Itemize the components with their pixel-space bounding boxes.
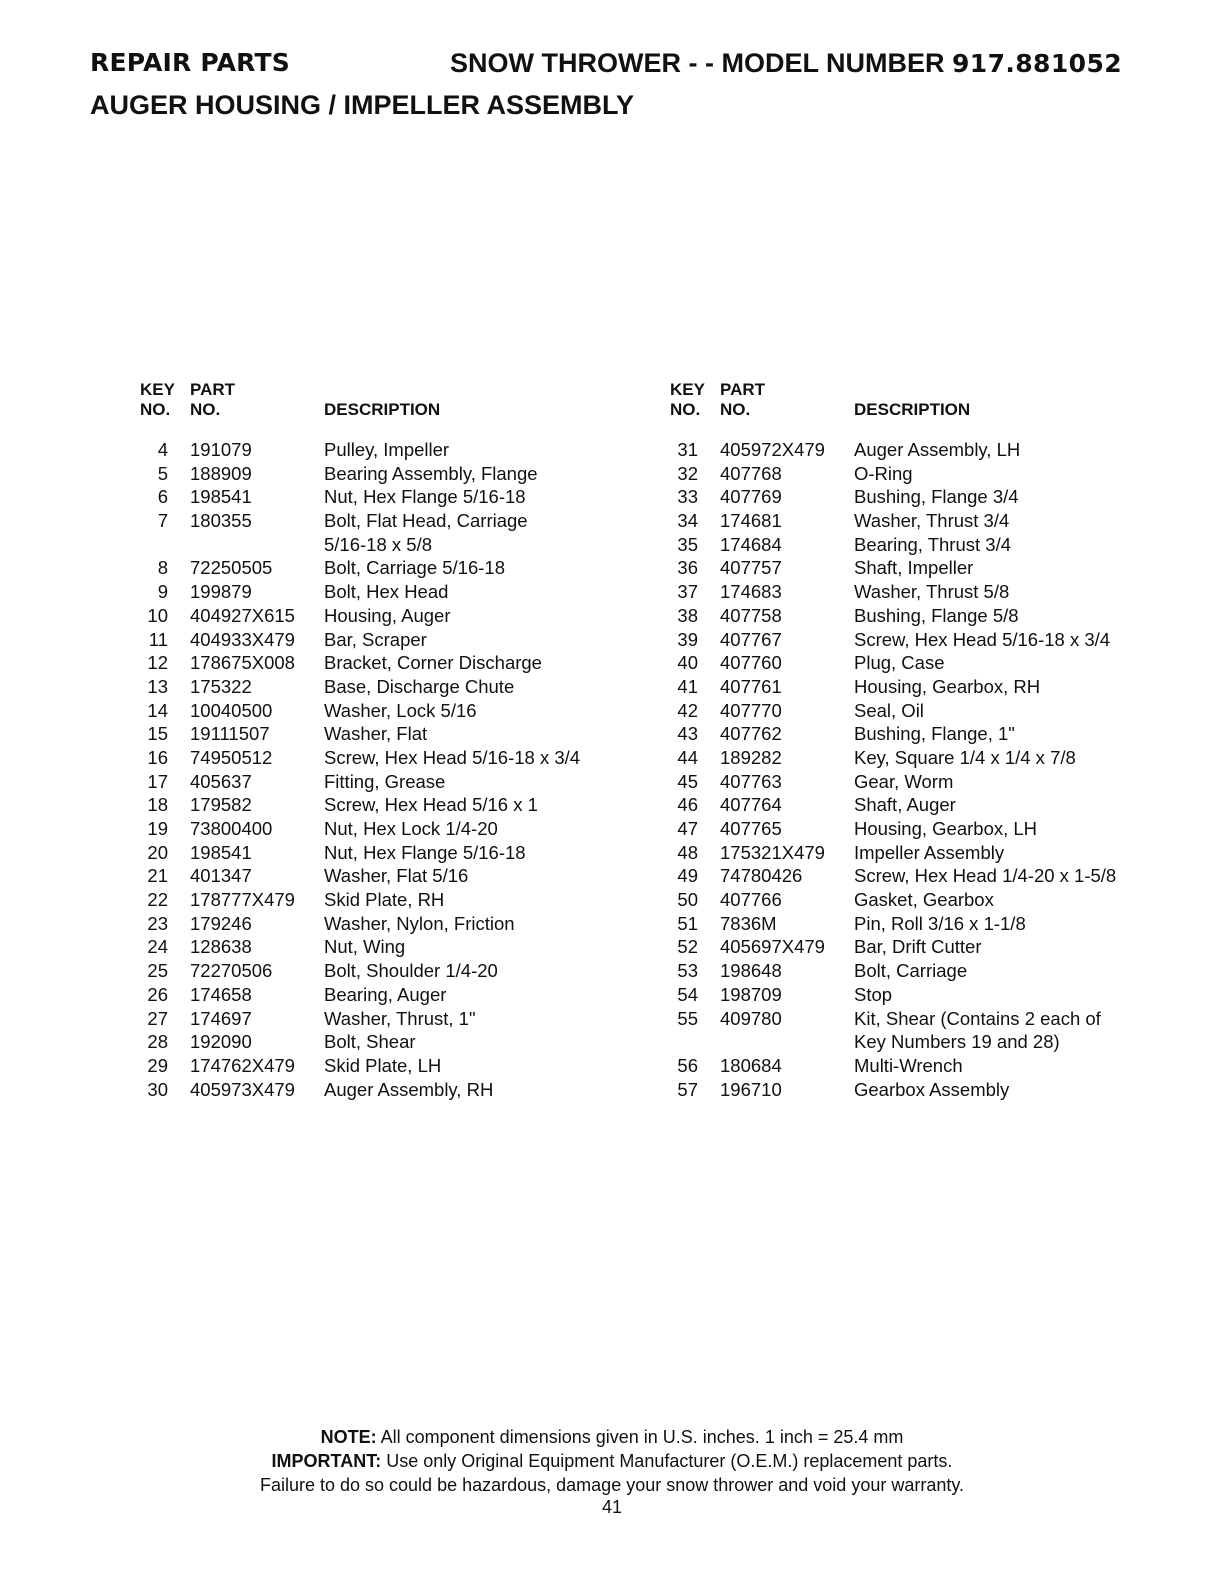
part-description: Impeller Assembly <box>854 841 1005 863</box>
key-number: 37 <box>677 581 698 603</box>
part-number: 178675X008 <box>190 652 295 674</box>
key-number: 43 <box>677 723 698 745</box>
part-description: Key Numbers 19 and 28) <box>854 1031 1060 1053</box>
key-number: 30 <box>147 1078 168 1100</box>
key-number: 6 <box>157 486 168 508</box>
part-description: Stop <box>854 983 893 1005</box>
part-description: Bushing, Flange, 1" <box>854 723 1015 745</box>
part-description: Nut, Hex Lock 1/4-20 <box>324 818 498 839</box>
part-number: 407765 <box>720 818 782 839</box>
part-description: Key, Square 1/4 x 1/4 x 7/8 <box>854 746 1076 768</box>
description-header: DESCRIPTION <box>324 400 441 419</box>
key-number: 45 <box>677 770 698 792</box>
part-number: 74950512 <box>190 746 273 768</box>
part-description: Bolt, Carriage 5/16-18 <box>324 557 505 579</box>
key-number: 41 <box>677 675 698 697</box>
key-number: 48 <box>677 841 698 863</box>
section-title: REPAIR PARTS <box>90 48 290 77</box>
part-description: Washer, Thrust 3/4 <box>854 510 1010 532</box>
part-number: 188909 <box>190 462 252 484</box>
part-number: 407757 <box>720 557 782 579</box>
part-number: 192090 <box>190 1031 252 1053</box>
part-description: Shaft, Impeller <box>854 557 974 579</box>
key-number: 12 <box>147 652 168 674</box>
part-description: Pin, Roll 3/16 x 1-1/8 <box>854 912 1026 934</box>
key-number: 27 <box>147 1007 168 1029</box>
part-number: 128638 <box>190 936 252 958</box>
part-number: 405972X479 <box>720 439 825 460</box>
page-number: 41 <box>601 1497 623 1517</box>
part-description: Washer, Thrust 5/8 <box>854 581 1010 603</box>
part-description: Bearing Assembly, Flange <box>324 462 538 484</box>
key-number: 11 <box>148 628 168 650</box>
key-number: 21 <box>147 865 168 887</box>
part-number: 198541 <box>190 486 252 508</box>
key-number: 18 <box>147 794 168 816</box>
part-description: Washer, Thrust, 1" <box>324 1007 476 1029</box>
part-no-header: PART NO. <box>720 380 766 419</box>
key-number: 56 <box>677 1054 698 1076</box>
part-number: 174762X479 <box>190 1054 295 1076</box>
key-number: 13 <box>147 675 168 697</box>
part-description: 5/16-18 x 5/8 <box>324 533 432 555</box>
key-number: 44 <box>677 746 698 768</box>
part-number: 199879 <box>190 581 252 603</box>
part-description: Housing, Gearbox, RH <box>854 675 1041 697</box>
part-number: 175322 <box>190 675 252 697</box>
model-number: 917.881052 <box>951 49 1123 78</box>
part-number: 407762 <box>720 723 782 745</box>
part-number: 409780 <box>720 1007 782 1029</box>
part-description: Screw, Hex Head 5/16-18 x 3/4 <box>324 746 581 768</box>
part-number: 405973X479 <box>190 1078 295 1100</box>
part-description: Housing, Gearbox, LH <box>854 818 1038 839</box>
part-number: 174684 <box>720 533 782 555</box>
key-number: 34 <box>677 510 698 532</box>
warning-line: Failure to do so could be hazardous, damage your snow thrower and void your warranty. <box>259 1475 965 1495</box>
model-heading <box>450 48 1122 79</box>
key-number: 23 <box>147 912 168 934</box>
key-no-header: KEY NO. <box>670 380 705 419</box>
part-description: Auger Assembly, RH <box>324 1078 494 1100</box>
part-description: Screw, Hex Head 5/16-18 x 3/4 <box>854 628 1111 650</box>
key-number: 26 <box>147 983 168 1005</box>
key-number: 49 <box>677 865 698 887</box>
key-number: 32 <box>677 462 698 484</box>
part-number: 401347 <box>190 865 252 887</box>
part-number: 179246 <box>190 912 252 934</box>
key-number: 36 <box>677 557 698 579</box>
part-number: 72270506 <box>190 960 273 982</box>
key-number: 50 <box>677 889 698 911</box>
key-number: 47 <box>677 818 698 839</box>
key-number: 33 <box>677 486 698 508</box>
key-number: 31 <box>677 439 698 460</box>
part-number: 174697 <box>190 1007 252 1029</box>
part-description: Fitting, Grease <box>324 770 446 792</box>
part-description: Skid Plate, RH <box>324 889 445 911</box>
description-header: DESCRIPTION <box>854 400 971 419</box>
part-description: Bearing, Auger <box>324 983 447 1005</box>
key-number: 4 <box>157 439 168 460</box>
key-number: 10 <box>147 604 168 626</box>
assembly-title: AUGER HOUSING / IMPELLER ASSEMBLY <box>90 90 635 120</box>
key-number: 7 <box>157 510 168 532</box>
part-description: Kit, Shear (Contains 2 each of <box>854 1007 1101 1029</box>
part-number: 72250505 <box>190 557 273 579</box>
key-number: 57 <box>677 1078 698 1100</box>
part-description: Bolt, Flat Head, Carriage <box>324 510 528 532</box>
part-number: 73800400 <box>190 818 273 839</box>
part-description: Nut, Hex Flange 5/16-18 <box>324 841 526 863</box>
key-number: 25 <box>147 960 168 982</box>
part-description: Gear, Worm <box>854 770 954 792</box>
key-number: 54 <box>677 983 698 1005</box>
part-number: 405637 <box>190 770 252 792</box>
key-number: 39 <box>677 628 698 650</box>
part-number: 178777X479 <box>190 889 295 911</box>
part-description: Washer, Flat 5/16 <box>324 865 469 887</box>
part-description: Bushing, Flange 5/8 <box>854 604 1019 626</box>
product-prefix: SNOW THROWER - - MODEL NUMBER <box>450 48 945 78</box>
part-description: Bearing, Thrust 3/4 <box>854 533 1011 555</box>
part-description: Washer, Lock 5/16 <box>324 699 477 721</box>
part-description: Bolt, Hex Head <box>324 581 449 603</box>
part-number: 7836M <box>720 912 777 934</box>
part-number: 407764 <box>720 794 782 816</box>
part-description: Bolt, Shoulder 1/4-20 <box>324 960 498 982</box>
key-number: 38 <box>677 604 698 626</box>
part-number: 407767 <box>720 628 782 650</box>
part-number: 189282 <box>720 746 782 768</box>
key-number: 28 <box>147 1031 168 1053</box>
part-description: O-Ring <box>854 462 913 484</box>
part-description: Auger Assembly, LH <box>854 439 1021 460</box>
part-number: 180684 <box>720 1054 782 1076</box>
key-number: 5 <box>157 462 168 484</box>
part-description: Pulley, Impeller <box>324 439 450 460</box>
part-number: 198709 <box>720 983 782 1005</box>
part-description: Bracket, Corner Discharge <box>324 652 542 674</box>
part-description: Shaft, Auger <box>854 794 956 816</box>
part-number: 19111507 <box>190 723 270 745</box>
key-number: 14 <box>147 699 168 721</box>
important-line: IMPORTANT: Use only Original Equipment Manufacturer (O.E.M.) replacement parts. <box>271 1451 953 1471</box>
key-number: 20 <box>147 841 168 863</box>
part-number: 191079 <box>190 439 252 460</box>
part-number: 198541 <box>190 841 252 863</box>
part-number: 407768 <box>720 462 782 484</box>
part-number: 74780426 <box>720 865 803 887</box>
part-number: 404933X479 <box>190 628 295 650</box>
part-description: Gearbox Assembly <box>854 1078 1010 1100</box>
part-description: Multi-Wrench <box>854 1054 963 1076</box>
part-number: 407761 <box>720 675 782 697</box>
part-number: 10040500 <box>190 699 273 721</box>
part-description: Gasket, Gearbox <box>854 889 994 911</box>
part-description: Bolt, Shear <box>324 1031 416 1053</box>
part-number: 198648 <box>720 960 782 982</box>
key-number: 19 <box>147 818 168 839</box>
part-description: Housing, Auger <box>324 604 451 626</box>
key-number: 53 <box>677 960 698 982</box>
key-number: 24 <box>147 936 168 958</box>
part-description: Screw, Hex Head 5/16 x 1 <box>324 794 538 816</box>
part-number: 196710 <box>720 1078 782 1100</box>
part-number: 404927X615 <box>190 604 295 626</box>
key-number: 15 <box>147 723 168 745</box>
key-no-header: KEY NO. <box>140 380 175 419</box>
part-description: Plug, Case <box>854 652 945 674</box>
notes-block <box>0 1425 1224 1497</box>
part-description: Nut, Hex Flange 5/16-18 <box>324 486 526 508</box>
part-description: Skid Plate, LH <box>324 1054 442 1076</box>
key-number: 46 <box>677 794 698 816</box>
key-number: 42 <box>677 699 698 721</box>
key-number: 8 <box>157 557 168 579</box>
key-number: 9 <box>157 581 168 603</box>
part-number: 407763 <box>720 770 782 792</box>
part-number: 174681 <box>720 510 782 532</box>
part-no-header: PART NO. <box>190 380 236 419</box>
key-number: 22 <box>147 889 168 911</box>
note-line: NOTE: All component dimensions given in U.S. inches. 1 inch = 25.4 mm <box>320 1427 904 1447</box>
part-number: 407758 <box>720 604 782 626</box>
part-description: Washer, Flat <box>324 723 428 745</box>
key-number: 40 <box>677 652 698 674</box>
part-number: 407769 <box>720 486 782 508</box>
part-description: Nut, Wing <box>324 936 406 958</box>
part-description: Bar, Scraper <box>324 628 427 650</box>
key-number: 17 <box>147 770 168 792</box>
part-description: Base, Discharge Chute <box>324 675 515 697</box>
part-description: Bolt, Carriage <box>854 960 968 982</box>
key-number: 55 <box>677 1007 698 1029</box>
key-number: 35 <box>677 533 698 555</box>
part-number: 180355 <box>190 510 252 532</box>
part-number: 174658 <box>190 983 252 1005</box>
part-number: 407770 <box>720 699 782 721</box>
part-number: 179582 <box>190 794 252 816</box>
key-number: 29 <box>147 1054 168 1076</box>
part-description: Seal, Oil <box>854 699 924 721</box>
key-number: 52 <box>677 936 698 958</box>
key-number: 16 <box>147 746 168 768</box>
part-description: Screw, Hex Head 1/4-20 x 1-5/8 <box>854 865 1117 887</box>
part-number: 175321X479 <box>720 841 825 863</box>
key-number: 51 <box>677 912 698 934</box>
part-number: 405697X479 <box>720 936 825 958</box>
part-description: Washer, Nylon, Friction <box>324 912 515 934</box>
part-number: 174683 <box>720 581 782 603</box>
part-description: Bar, Drift Cutter <box>854 936 982 958</box>
part-number: 407766 <box>720 889 782 911</box>
part-number: 407760 <box>720 652 782 674</box>
part-description: Bushing, Flange 3/4 <box>854 486 1019 508</box>
